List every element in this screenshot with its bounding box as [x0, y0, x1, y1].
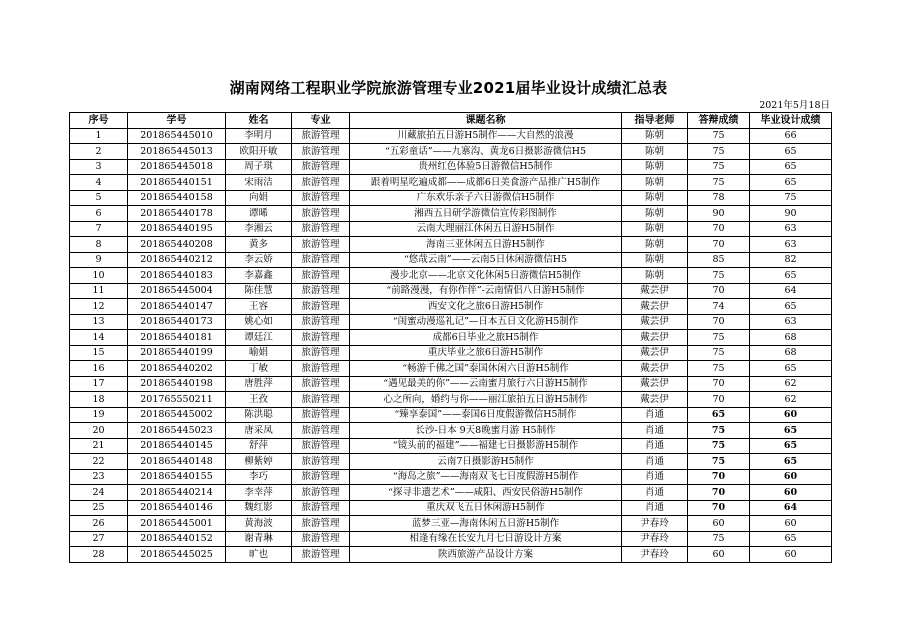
cell-major: 旅游管理 [292, 516, 350, 532]
cell-design-score: 90 [750, 206, 832, 222]
cell-name: 欧阳开敏 [226, 144, 292, 160]
cell-topic: “悠哉云南”——云南5日休闲游微信H5 [350, 252, 622, 268]
cell-name: 谭廷江 [226, 330, 292, 346]
cell-index: 21 [70, 438, 128, 454]
cell-topic: 重庆毕业之旅6日游H5制作 [350, 345, 622, 361]
page-title: 湖南网络工程职业学院旅游管理专业2021届毕业设计成绩汇总表 [229, 79, 668, 97]
cell-advisor: 陈朝 [622, 206, 688, 222]
cell-student-id: 201865440155 [128, 469, 226, 485]
cell-name: 陈佳慧 [226, 283, 292, 299]
cell-defense-score: 65 [688, 407, 750, 423]
cell-index: 14 [70, 330, 128, 346]
cell-advisor: 戴芸伊 [622, 345, 688, 361]
cell-defense-score: 75 [688, 330, 750, 346]
cell-index: 23 [70, 469, 128, 485]
cell-topic: 海南三亚休闲五日游H5制作 [350, 237, 622, 253]
cell-index: 22 [70, 454, 128, 470]
header-cell-defense-score: 答辩成绩 [688, 113, 750, 129]
header-cell-major: 专业 [292, 113, 350, 129]
cell-name: 谭晞 [226, 206, 292, 222]
cell-student-id: 201865440178 [128, 206, 226, 222]
cell-defense-score: 75 [688, 361, 750, 377]
cell-topic: “闺蜜动漫巡礼记”—日本五日文化游H5制作 [350, 314, 622, 330]
cell-advisor: 尹春玲 [622, 531, 688, 547]
cell-index: 24 [70, 485, 128, 501]
cell-index: 10 [70, 268, 128, 284]
table-row [70, 531, 832, 547]
cell-design-score: 60 [750, 469, 832, 485]
cell-defense-score: 70 [688, 283, 750, 299]
cell-topic: “镜头前的福建”——福建七日摄影游H5制作 [350, 438, 622, 454]
cell-topic: “五彩童话”——九寨沟、黄龙6日摄影游微信H5 [350, 144, 622, 160]
cell-topic: 成都6日毕业之旅H5制作 [350, 330, 622, 346]
cell-design-score: 63 [750, 237, 832, 253]
table-row [70, 438, 832, 454]
cell-defense-score: 70 [688, 485, 750, 501]
cell-name: 柳紫婷 [226, 454, 292, 470]
cell-advisor: 陈朝 [622, 190, 688, 206]
cell-index: 18 [70, 392, 128, 408]
cell-design-score: 63 [750, 314, 832, 330]
cell-defense-score: 75 [688, 175, 750, 191]
table-row [70, 175, 832, 191]
cell-topic: 长沙-日本 9天8晚蜜月游 H5制作 [350, 423, 622, 439]
cell-design-score: 64 [750, 500, 832, 516]
table-row [70, 314, 832, 330]
table-row [70, 159, 832, 175]
cell-design-score: 65 [750, 159, 832, 175]
table-row [70, 500, 832, 516]
cell-name: 舒萍 [226, 438, 292, 454]
cell-defense-score: 75 [688, 454, 750, 470]
cell-name: 李云娇 [226, 252, 292, 268]
cell-topic: 相逢有缘在长安九月七日游设计方案 [350, 531, 622, 547]
header-cell-design-score: 毕业设计成绩 [750, 113, 832, 129]
cell-major: 旅游管理 [292, 345, 350, 361]
cell-student-id: 201865440195 [128, 221, 226, 237]
cell-index: 11 [70, 283, 128, 299]
cell-student-id: 201865445004 [128, 283, 226, 299]
cell-student-id: 201865445002 [128, 407, 226, 423]
table-row [70, 392, 832, 408]
cell-advisor: 肖通 [622, 500, 688, 516]
cell-index: 1 [70, 128, 128, 144]
cell-index: 12 [70, 299, 128, 315]
table-row [70, 128, 832, 144]
header-cell-student-id: 学号 [128, 113, 226, 129]
cell-major: 旅游管理 [292, 190, 350, 206]
cell-student-id: 201865440214 [128, 485, 226, 501]
table-row [70, 547, 832, 563]
cell-student-id: 201865440212 [128, 252, 226, 268]
cell-design-score: 65 [750, 144, 832, 160]
cell-index: 25 [70, 500, 128, 516]
cell-major: 旅游管理 [292, 407, 350, 423]
cell-major: 旅游管理 [292, 128, 350, 144]
cell-student-id: 201865440145 [128, 438, 226, 454]
cell-student-id: 201765550211 [128, 392, 226, 408]
cell-major: 旅游管理 [292, 485, 350, 501]
cell-index: 15 [70, 345, 128, 361]
cell-student-id: 201865440173 [128, 314, 226, 330]
cell-defense-score: 75 [688, 531, 750, 547]
cell-advisor: 肖通 [622, 423, 688, 439]
table-row [70, 190, 832, 206]
cell-major: 旅游管理 [292, 221, 350, 237]
cell-topic: 蓝梦三亚—海南休闲五日游H5制作 [350, 516, 622, 532]
table-row [70, 407, 832, 423]
cell-design-score: 65 [750, 361, 832, 377]
cell-defense-score: 70 [688, 469, 750, 485]
table-row [70, 144, 832, 160]
cell-design-score: 62 [750, 392, 832, 408]
cell-topic: 广东欢乐亲子六日游微信H5制作 [350, 190, 622, 206]
cell-student-id: 201865445018 [128, 159, 226, 175]
cell-name: 黄海波 [226, 516, 292, 532]
cell-design-score: 65 [750, 531, 832, 547]
cell-major: 旅游管理 [292, 283, 350, 299]
cell-index: 13 [70, 314, 128, 330]
cell-topic: 心之所向，婚约与你——丽江旅拍五日游H5制作 [350, 392, 622, 408]
table-row [70, 376, 832, 392]
cell-topic: 贵州红色体验5日游微信H5制作 [350, 159, 622, 175]
cell-advisor: 陈朝 [622, 144, 688, 160]
cell-major: 旅游管理 [292, 500, 350, 516]
cell-advisor: 戴芸伊 [622, 361, 688, 377]
cell-major: 旅游管理 [292, 423, 350, 439]
cell-name: 唐胜萍 [226, 376, 292, 392]
cell-advisor: 戴芸伊 [622, 299, 688, 315]
cell-advisor: 戴芸伊 [622, 376, 688, 392]
table-row [70, 330, 832, 346]
cell-defense-score: 75 [688, 423, 750, 439]
cell-index: 19 [70, 407, 128, 423]
cell-topic: 川藏旅拍五日游H5制作——大自然的浪漫 [350, 128, 622, 144]
cell-index: 16 [70, 361, 128, 377]
cell-index: 4 [70, 175, 128, 191]
cell-design-score: 82 [750, 252, 832, 268]
cell-defense-score: 78 [688, 190, 750, 206]
cell-index: 5 [70, 190, 128, 206]
cell-design-score: 65 [750, 454, 832, 470]
cell-student-id: 201865440148 [128, 454, 226, 470]
cell-design-score: 64 [750, 283, 832, 299]
cell-advisor: 尹春玲 [622, 516, 688, 532]
table-row [70, 469, 832, 485]
cell-name: 姚心如 [226, 314, 292, 330]
cell-defense-score: 70 [688, 392, 750, 408]
header-cell-index: 序号 [70, 113, 128, 129]
cell-student-id: 201865445025 [128, 547, 226, 563]
table-row [70, 237, 832, 253]
cell-student-id: 201865440152 [128, 531, 226, 547]
cell-design-score: 60 [750, 485, 832, 501]
cell-student-id: 201865440158 [128, 190, 226, 206]
cell-defense-score: 90 [688, 206, 750, 222]
cell-student-id: 201865440151 [128, 175, 226, 191]
table-row [70, 516, 832, 532]
cell-major: 旅游管理 [292, 454, 350, 470]
cell-topic: “畅游千佛之国”泰国休闲六日游H5制作 [350, 361, 622, 377]
cell-name: 丁敏 [226, 361, 292, 377]
cell-student-id: 201865445023 [128, 423, 226, 439]
cell-design-score: 63 [750, 221, 832, 237]
cell-design-score: 65 [750, 423, 832, 439]
cell-defense-score: 60 [688, 516, 750, 532]
cell-name: 黄多 [226, 237, 292, 253]
cell-name: 李湘云 [226, 221, 292, 237]
cell-topic: 重庆双飞五日休闲游H5制作 [350, 500, 622, 516]
cell-defense-score: 85 [688, 252, 750, 268]
cell-index: 9 [70, 252, 128, 268]
cell-name: 周子琪 [226, 159, 292, 175]
cell-name: 王容 [226, 299, 292, 315]
cell-design-score: 65 [750, 268, 832, 284]
table-row [70, 299, 832, 315]
cell-index: 6 [70, 206, 128, 222]
cell-defense-score: 70 [688, 237, 750, 253]
cell-index: 28 [70, 547, 128, 563]
cell-defense-score: 75 [688, 144, 750, 160]
cell-advisor: 肖通 [622, 469, 688, 485]
cell-topic: 云南大理丽江休闲五日游H5制作 [350, 221, 622, 237]
cell-student-id: 201865445013 [128, 144, 226, 160]
cell-topic: “海岛之旅”——海南双飞七日度假游H5制作 [350, 469, 622, 485]
cell-advisor: 陈朝 [622, 221, 688, 237]
cell-student-id: 201865440183 [128, 268, 226, 284]
cell-design-score: 65 [750, 175, 832, 191]
cell-index: 8 [70, 237, 128, 253]
table-row [70, 423, 832, 439]
table-row [70, 221, 832, 237]
cell-topic: 漫步北京——北京文化休闲5日游微信H5制作 [350, 268, 622, 284]
cell-topic: “探寻非遗艺术”——咸阳、西安民俗游H5制作 [350, 485, 622, 501]
cell-defense-score: 70 [688, 376, 750, 392]
cell-design-score: 66 [750, 128, 832, 144]
grade-summary-table [69, 112, 832, 563]
cell-index: 20 [70, 423, 128, 439]
cell-name: 李幸萍 [226, 485, 292, 501]
cell-index: 7 [70, 221, 128, 237]
cell-major: 旅游管理 [292, 392, 350, 408]
cell-design-score: 60 [750, 407, 832, 423]
cell-major: 旅游管理 [292, 268, 350, 284]
cell-advisor: 戴芸伊 [622, 314, 688, 330]
cell-major: 旅游管理 [292, 237, 350, 253]
cell-design-score: 65 [750, 299, 832, 315]
cell-design-score: 68 [750, 330, 832, 346]
table-row [70, 268, 832, 284]
table-row [70, 283, 832, 299]
cell-topic: “臻享泰国”——泰国6日度假游微信H5制作 [350, 407, 622, 423]
cell-defense-score: 75 [688, 438, 750, 454]
cell-name: 王孜 [226, 392, 292, 408]
cell-major: 旅游管理 [292, 206, 350, 222]
cell-index: 26 [70, 516, 128, 532]
cell-major: 旅游管理 [292, 159, 350, 175]
cell-topic: “前路漫漫，有你作伴”-云南情侣八日游H5制作 [350, 283, 622, 299]
cell-student-id: 201865445010 [128, 128, 226, 144]
cell-advisor: 陈朝 [622, 252, 688, 268]
cell-advisor: 肖通 [622, 454, 688, 470]
cell-defense-score: 75 [688, 159, 750, 175]
cell-major: 旅游管理 [292, 531, 350, 547]
table-row [70, 206, 832, 222]
cell-index: 17 [70, 376, 128, 392]
cell-advisor: 肖通 [622, 485, 688, 501]
cell-design-score: 65 [750, 438, 832, 454]
cell-advisor: 尹春玲 [622, 547, 688, 563]
cell-major: 旅游管理 [292, 330, 350, 346]
cell-student-id: 201865440202 [128, 361, 226, 377]
cell-advisor: 陈朝 [622, 268, 688, 284]
cell-advisor: 戴芸伊 [622, 392, 688, 408]
cell-topic: 云南7日摄影游H5制作 [350, 454, 622, 470]
cell-major: 旅游管理 [292, 314, 350, 330]
table-body [70, 128, 832, 562]
cell-topic: 西安文化之旅6日游H5制作 [350, 299, 622, 315]
cell-major: 旅游管理 [292, 547, 350, 563]
cell-index: 27 [70, 531, 128, 547]
cell-name: 魏红影 [226, 500, 292, 516]
cell-design-score: 60 [750, 547, 832, 563]
cell-student-id: 201865440147 [128, 299, 226, 315]
cell-name: 谢青琳 [226, 531, 292, 547]
cell-student-id: 201865445001 [128, 516, 226, 532]
cell-topic: 跟着明星吃遍成都——成都6日美食游产品推广H5制作 [350, 175, 622, 191]
header-cell-topic: 课题名称 [350, 113, 622, 129]
cell-advisor: 陈朝 [622, 237, 688, 253]
cell-topic: 陕西旅游产品设计方案 [350, 547, 622, 563]
cell-defense-score: 74 [688, 299, 750, 315]
cell-index: 3 [70, 159, 128, 175]
cell-design-score: 60 [750, 516, 832, 532]
table-row [70, 485, 832, 501]
cell-design-score: 62 [750, 376, 832, 392]
cell-advisor: 陈朝 [622, 175, 688, 191]
cell-major: 旅游管理 [292, 438, 350, 454]
cell-name: 李明月 [226, 128, 292, 144]
cell-name: 李嘉鑫 [226, 268, 292, 284]
cell-advisor: 肖通 [622, 407, 688, 423]
cell-defense-score: 75 [688, 268, 750, 284]
cell-defense-score: 75 [688, 128, 750, 144]
cell-design-score: 68 [750, 345, 832, 361]
header-cell-name: 姓名 [226, 113, 292, 129]
cell-student-id: 201865440146 [128, 500, 226, 516]
date-label: 2021年5月18日 [759, 100, 830, 111]
cell-advisor: 戴芸伊 [622, 283, 688, 299]
cell-name: 宋雨洁 [226, 175, 292, 191]
cell-name: 旷也 [226, 547, 292, 563]
table-row [70, 252, 832, 268]
cell-index: 2 [70, 144, 128, 160]
cell-student-id: 201865440198 [128, 376, 226, 392]
cell-major: 旅游管理 [292, 469, 350, 485]
cell-defense-score: 70 [688, 314, 750, 330]
cell-major: 旅游管理 [292, 299, 350, 315]
cell-name: 向娟 [226, 190, 292, 206]
cell-advisor: 肖通 [622, 438, 688, 454]
cell-major: 旅游管理 [292, 252, 350, 268]
cell-advisor: 戴芸伊 [622, 330, 688, 346]
cell-design-score: 75 [750, 190, 832, 206]
cell-student-id: 201865440199 [128, 345, 226, 361]
table-row [70, 454, 832, 470]
cell-name: 李巧 [226, 469, 292, 485]
table-row [70, 361, 832, 377]
cell-major: 旅游管理 [292, 361, 350, 377]
cell-defense-score: 60 [688, 547, 750, 563]
cell-major: 旅游管理 [292, 376, 350, 392]
cell-name: 唐采凤 [226, 423, 292, 439]
cell-topic: 湘西五日研学游微信宣传彩图制作 [350, 206, 622, 222]
cell-name: 陈洪聪 [226, 407, 292, 423]
cell-defense-score: 70 [688, 221, 750, 237]
table-header-row [70, 113, 832, 129]
cell-major: 旅游管理 [292, 175, 350, 191]
cell-advisor: 陈朝 [622, 159, 688, 175]
cell-major: 旅游管理 [292, 144, 350, 160]
cell-defense-score: 70 [688, 500, 750, 516]
cell-name: 喻娟 [226, 345, 292, 361]
cell-student-id: 201865440208 [128, 237, 226, 253]
cell-topic: “遇见最美的你”——云南蜜月旅行六日游H5制作 [350, 376, 622, 392]
header-cell-advisor: 指导老师 [622, 113, 688, 129]
table-row [70, 345, 832, 361]
cell-advisor: 陈朝 [622, 128, 688, 144]
cell-student-id: 201865440181 [128, 330, 226, 346]
cell-defense-score: 75 [688, 345, 750, 361]
